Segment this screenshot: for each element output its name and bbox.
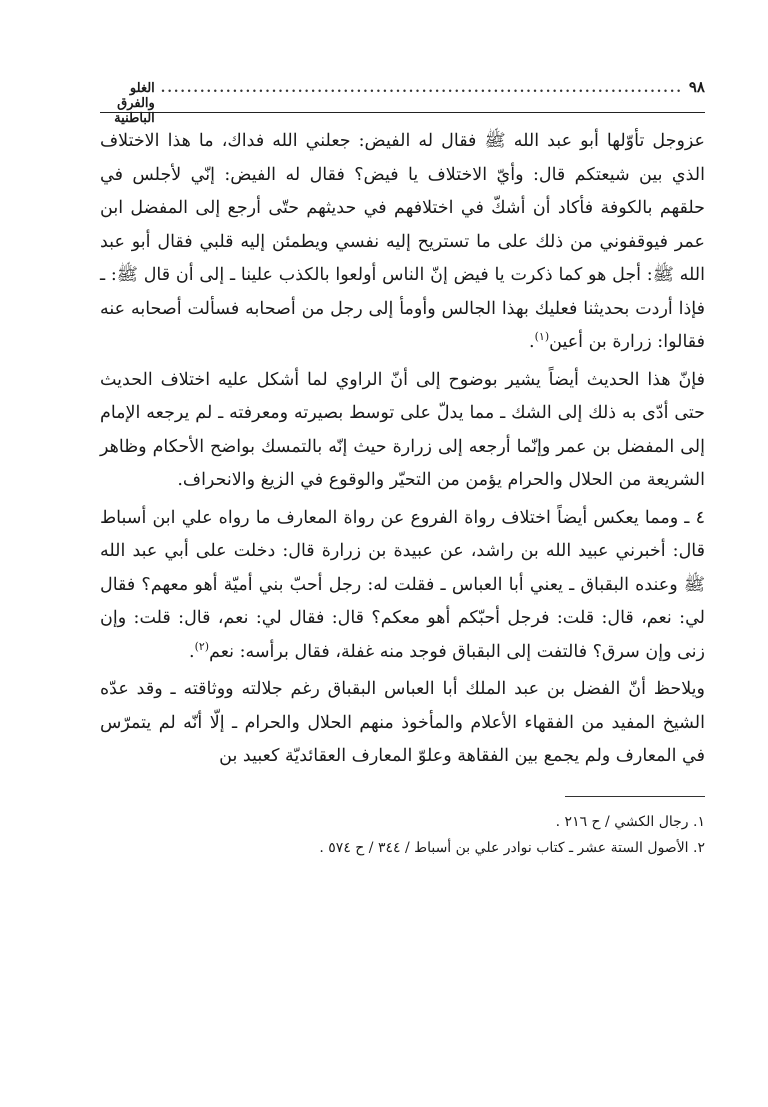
paragraph (100, 502, 705, 670)
footnotes (100, 809, 705, 861)
footnote-divider (565, 796, 705, 797)
paragraph (100, 673, 705, 774)
footnote-reference: (٢) (194, 639, 210, 653)
paragraph-text: ويلاحظ أنّ الفضل بن عبد الملك أبا العباس البقباق رغم جلالته ووثاقته ـ وقد عدّه الشيخ المفيد من الفقهاء الأعلام والمأخوذ منهم الحلال والحرام ـ إلّا أنّه لم يتمرّس في المعارف ولم يجمع بين الفقاهة وعلوّ المعارف العقائديّة كعبيد بن (100, 679, 705, 766)
paragraph-text: عزوجل تأوّلها أبو عبد الله ﷺ فقال له الفيض: جعلني الله فداك، ما هذا الاختلاف الذي بين شيعتكم قال: وأيّ الاختلاف يا فيض؟ فقال له الفيض: إنّي لأجلس في حلقهم بالكوفة فأكاد أن أشكّ في اختلافهم في حديثهم حتّى أرجع إلى المفضل ابن عمر فيوقفوني من ذلك على ما تستريح إليه نفسي ويطمئن إليه قلبي فقال أبو عبد الله ﷺ: أجل هو كما ذكرت يا فيض إنّ الناس أولعوا بالكذب علينا ـ إلى أن قال ﷺ: ـ فإذا أردت بحديثنا فعليك بهذا الجالس وأومأ إلى رجل من أصحابه فسألت أصحابه عنه فقالوا: زرارة بن أعين (100, 131, 706, 352)
main-text (100, 125, 705, 774)
book-page (100, 78, 705, 1038)
page-number: ٩٨ (688, 78, 705, 96)
paragraph-text: فإنّ هذا الحديث أيضاً يشير بوضوح إلى أنّ الراوي لما أشكل عليه اختلاف الحديث حتى أدّى به ذلك إلى الشك ـ مما يدلّ على توسط بصيرته ومعرفته ـ لم يرجعه الإمام إلى المفضل بن عمر وإنّما أرجعه إلى زرارة حيث إنّه بالتمسك بواضح الأحكام وظاهر الشريعة من الحلال والحرام يؤمن من التحيّر والوقوع في الزيغ والانحراف. (100, 369, 705, 490)
footnote: ٢. الأصول الستة عشر ـ كتاب نوادر علي بن أسباط / ٣٤٤ / ح ٥٧٤ . (319, 839, 705, 856)
paragraph-text: ٤ ـ ومما يعكس أيضاً اختلاف رواة الفروع عن رواة المعارف ما رواه علي ابن أسباط قال: أخبرني عبيد الله بن راشد، عن عبيدة بن زرارة قال: دخلت على أبي عبد الله ﷺ وعنده البقباق ـ يعني أبا العباس ـ فقلت له: رجل أحبّ بني أميّة أهو معهم؟ فقال لي: نعم، قال: قلت: فرجل أحبّكم أهو معكم؟ قال: فقال لي: نعم، قال: قلت: وإن زنى وإن سرق؟ فالتفت إلى البقباق فوجد منه غفلة، فقال برأسه: نعم (100, 507, 705, 662)
header-leader-dots: ................................................................................ (160, 81, 683, 96)
running-title: الغلو والفرق الباطنية (114, 81, 155, 126)
footnote: ١. رجال الكشي / ح ٢١٦ . (555, 813, 705, 830)
paragraph-end: . (529, 332, 535, 352)
paragraph (100, 125, 705, 360)
paragraph-end: . (188, 641, 195, 662)
running-header (100, 78, 705, 126)
footnote-reference: (١) (534, 330, 550, 344)
paragraph (100, 364, 705, 498)
